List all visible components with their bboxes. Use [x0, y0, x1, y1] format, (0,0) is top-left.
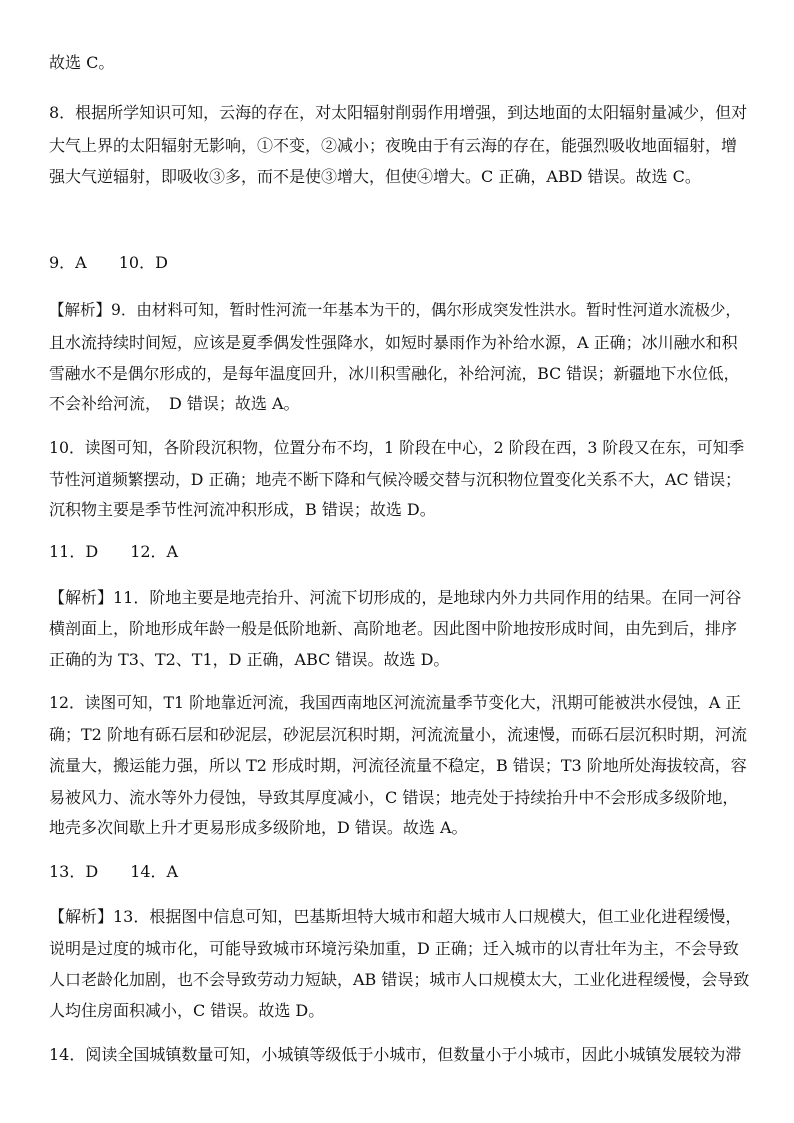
text-line: 易被风力、流水等外力侵蚀，导致其厚度减小，C 错误；地壳处于持续抬升中不会形成多级阶地， [49, 788, 739, 807]
text-line: 人均住房面积减小，C 错误。故选 D。 [49, 1001, 325, 1020]
answer-line: 11．D 12．A [49, 542, 179, 561]
text-line: 地壳多次间歇上升才更易形成多级阶地，D 错误。故选 A。 [49, 818, 468, 837]
text-line: 10．读图可知，各阶段沉积物，位置分布不均，1 阶段在中心，2 阶段在西，3 阶段又在东，可知季 [49, 438, 745, 457]
answer-line: 13．D 14．A [49, 862, 179, 881]
text-line: 大气上界的太阳辐射无影响，①不变，②减小；夜晚由于有云海的存在，能强烈吸收地面辐射，增 [49, 136, 738, 155]
text-line: 【解析】11．阶地主要是地壳抬升、河流下切形成的，是地球内外力共同作用的结果。在同一河谷 [49, 588, 742, 607]
text-line: 不会补给河流， D 错误；故选 A。 [49, 394, 300, 413]
text-line: 人口老龄化加剧，也不会导致劳动力短缺，AB 错误；城市人口规模太大，工业化进程缓慢，会导致 [49, 970, 749, 989]
text-line: 故选 C。 [49, 53, 115, 72]
text-line: 确；T2 阶地有砾石层和砂泥层，砂泥层沉积时期，河流流量小，流速慢，而砾石层沉积时期，河流 [49, 725, 747, 744]
text-line: 说明是过度的城市化，可能导致城市环境污染加重，D 正确；迁入城市的以青壮年为主，不会导致 [49, 939, 739, 958]
text-line: 正确的为 T3、T2、T1，D 正确，ABC 错误。故选 D。 [49, 650, 450, 669]
text-line: 12．读图可知，T1 阶地靠近河流，我国西南地区河流流量季节变化大，汛期可能被洪水侵蚀，A 正 [49, 693, 741, 712]
text-line: 横剖面上，阶地形成年龄一般是低阶地新、高阶地老。因此图中阶地按形成时间，由先到后，排序 [49, 619, 738, 638]
text-line: 沉积物主要是季节性河流冲积形成，B 错误；故选 D。 [49, 500, 436, 519]
text-line: 雪融水不是偶尔形成的，是每年温度回升，冰川积雪融化，补给河流，BC 错误；新疆地下水位低， [49, 364, 740, 383]
text-line: 节性河道频繁摆动，D 正确；地壳不断下降和气候冷暖交替与沉积物位置变化关系不大，AC 错误； [49, 470, 741, 489]
text-line: 且水流持续时间短，应该是夏季偶发性强降水，如短时暴雨作为补给水源，A 正确；冰川融水和积 [49, 333, 738, 352]
answer-line: 9．A 10．D [49, 253, 168, 272]
text-line: 流量大，搬运能力强，所以 T2 形成时期，河流径流量不稳定，B 错误；T3 阶地所处海拔较高，容 [49, 756, 747, 775]
text-line: 8．根据所学知识可知，云海的存在，对太阳辐射削弱作用增强，到达地面的太阳辐射量减少，但对 [49, 103, 748, 122]
text-line: 强大气逆辐射，即吸收③多，而不是使③增大，但使④增大。C 正确，ABD 错误。故选 C。 [49, 167, 701, 186]
text-line: 14．阅读全国城镇数量可知，小城镇等级低于小城市，但数量小于小城市，因此小城镇发展较为滞 [49, 1045, 742, 1064]
text-line: 【解析】9．由材料可知，暂时性河流一年基本为干的，偶尔形成突发性洪水。暂时性河道水流极少， [49, 301, 741, 319]
text-line: 【解析】13．根据图中信息可知，巴基斯坦特大城市和超大城市人口规模大，但工业化进程缓慢， [49, 907, 742, 926]
